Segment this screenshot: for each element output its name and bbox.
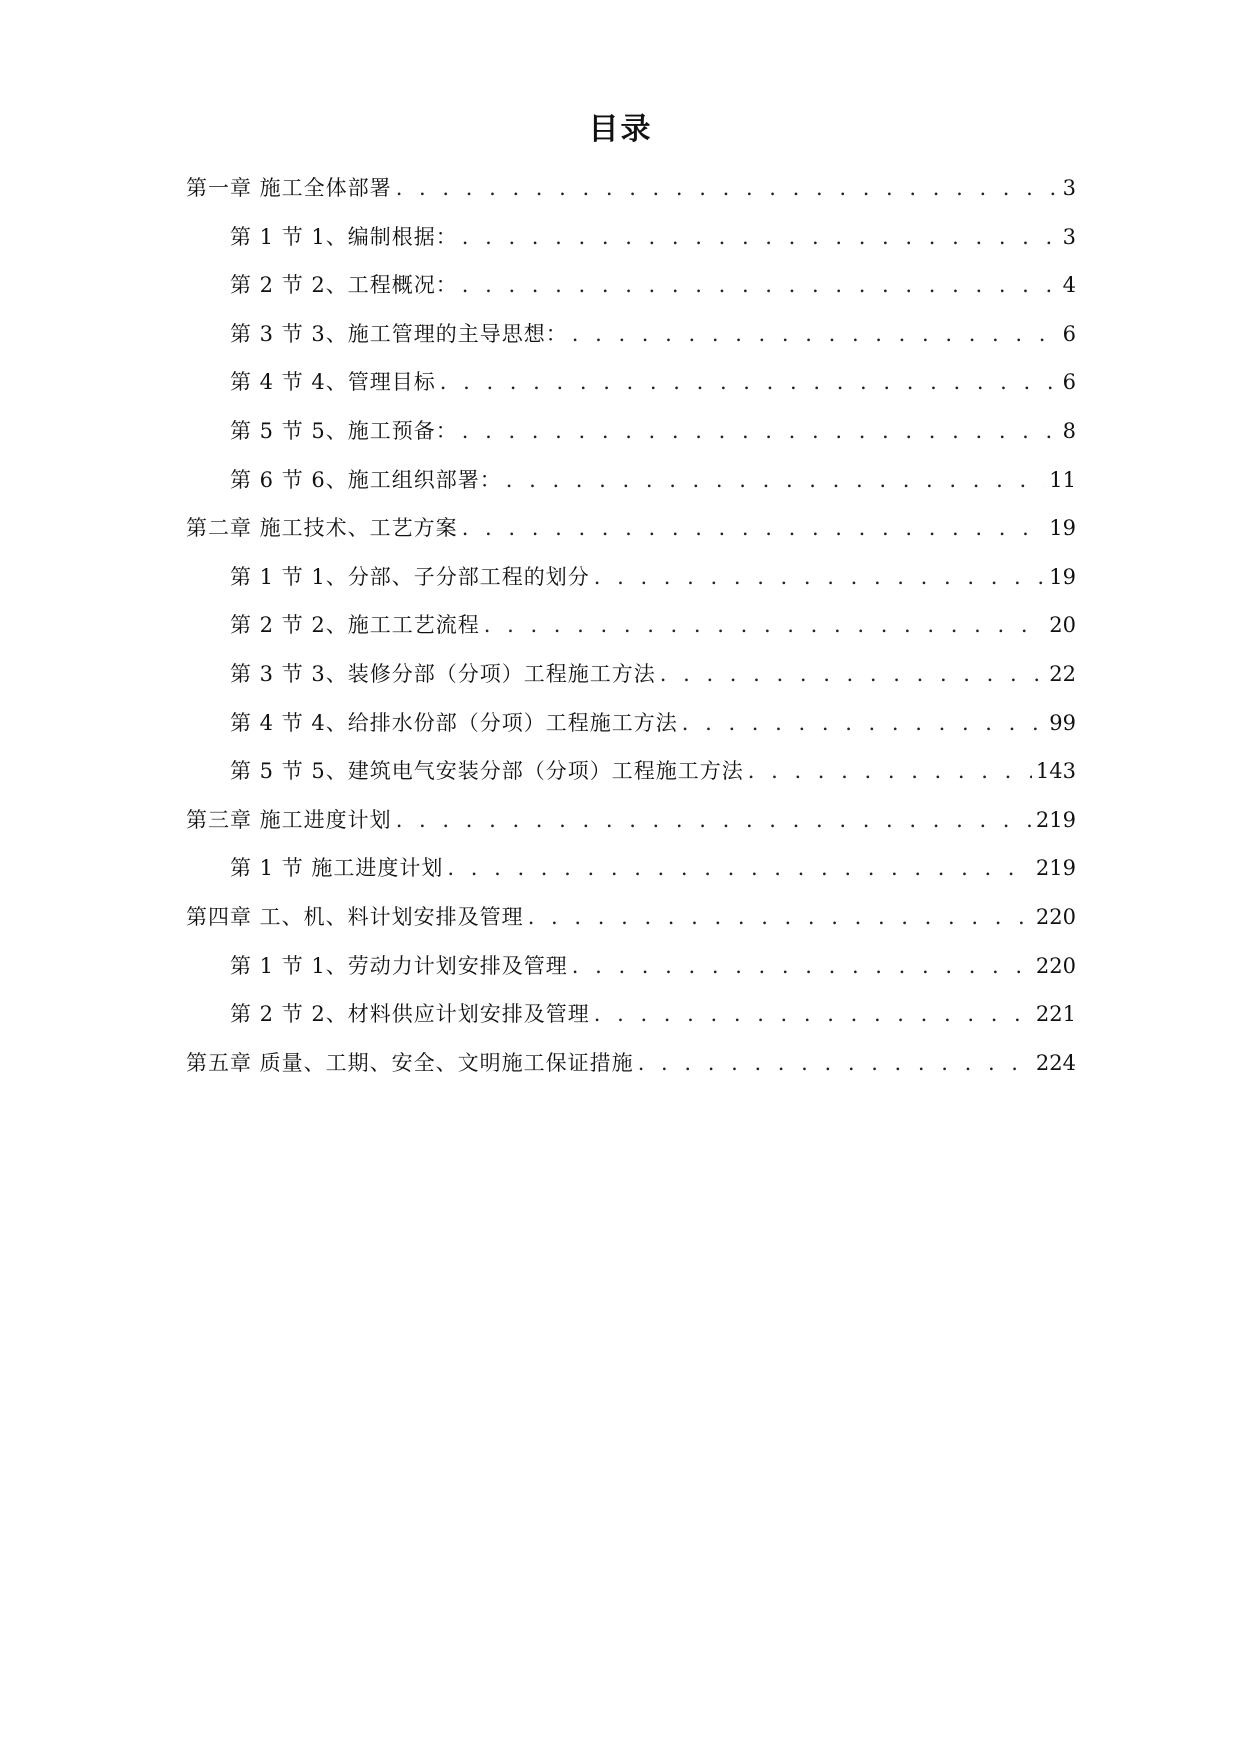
toc-section-entry[interactable]	[186, 942, 1076, 991]
toc-chapter-entry[interactable]	[186, 893, 1076, 942]
toc-page-number: 219	[1035, 807, 1076, 832]
toc-page-number: 219	[1035, 856, 1076, 881]
toc-page-number: 3	[1062, 224, 1076, 249]
toc-page-number: 4	[1062, 273, 1076, 298]
toc-page-number: 6	[1062, 321, 1076, 346]
toc-section-entry[interactable]	[186, 456, 1076, 505]
toc-dot-leader	[484, 601, 1046, 650]
toc-entry-title: 第 1 节 1、分部、子分部工程的划分	[230, 564, 590, 589]
toc-entry-title: 第 1 节 1、编制根据：	[230, 224, 458, 249]
toc-entry-title: 第 5 节 5、建筑电气安装分部（分项）工程施工方法	[230, 759, 744, 784]
toc-dot-leader	[660, 650, 1046, 699]
toc-dot-leader	[506, 456, 1046, 505]
toc-page-number: 22	[1049, 661, 1076, 686]
toc-title: 目录	[588, 112, 653, 147]
toc-section-entry[interactable]	[186, 844, 1076, 893]
toc-entry-title: 第 2 节 2、工程概况：	[230, 273, 458, 298]
toc-page-number: 11	[1049, 467, 1076, 492]
toc-section-entry[interactable]	[186, 650, 1076, 699]
toc-entry-title: 第 3 节 3、装修分部（分项）工程施工方法	[230, 661, 656, 686]
toc-entry-title: 第一章 施工全体部署	[186, 176, 392, 200]
toc-entry-title: 第 2 节 2、材料供应计划安排及管理	[230, 1002, 590, 1027]
toc-section-entry[interactable]	[186, 407, 1076, 456]
toc-page-number: 224	[1035, 1050, 1076, 1075]
toc-entry-title: 第 1 节 1、劳动力计划安排及管理	[230, 953, 568, 978]
toc-dot-leader	[462, 213, 1059, 262]
toc-chapter-entry[interactable]	[186, 1039, 1076, 1088]
toc-dot-leader	[462, 504, 1046, 553]
toc-entry-title: 第 6 节 6、施工组织部署：	[230, 467, 502, 492]
toc-section-entry[interactable]	[186, 358, 1076, 407]
toc-entry-title: 第 3 节 3、施工管理的主导思想：	[230, 321, 568, 346]
toc-page-number: 3	[1062, 176, 1076, 200]
toc-page-number: 221	[1035, 1002, 1076, 1027]
toc-entry-title: 第 5 节 5、施工预备：	[230, 418, 458, 443]
toc-dot-leader	[462, 261, 1059, 310]
toc-dot-leader	[462, 407, 1059, 456]
toc-entry-title: 第三章 施工进度计划	[186, 807, 392, 832]
toc-entry-title: 第四章 工、机、料计划安排及管理	[186, 904, 524, 929]
toc-page-number: 220	[1035, 953, 1076, 978]
toc-chapter-entry[interactable]	[186, 164, 1076, 213]
toc-page-number: 143	[1035, 759, 1076, 784]
toc-dot-leader	[396, 164, 1059, 213]
toc-entry-title: 第五章 质量、工期、安全、文明施工保证措施	[186, 1050, 634, 1075]
toc-section-entry[interactable]	[186, 553, 1076, 602]
toc-page-number: 6	[1062, 370, 1076, 395]
toc-dot-leader	[528, 893, 1032, 942]
toc-entry-title: 第 4 节 4、给排水份部（分项）工程施工方法	[230, 710, 678, 735]
toc-page-number: 20	[1049, 613, 1076, 638]
toc-dot-leader	[572, 942, 1032, 991]
toc-page-number: 220	[1035, 904, 1076, 929]
toc-dot-leader	[682, 699, 1046, 748]
toc-entry-title: 第 2 节 2、施工工艺流程	[230, 613, 480, 638]
toc-dot-leader	[594, 990, 1032, 1039]
toc-chapter-entry[interactable]	[186, 504, 1076, 553]
toc-page-number: 99	[1049, 710, 1076, 735]
toc-dot-leader	[396, 796, 1032, 845]
toc-list	[186, 164, 1076, 1087]
toc-entry-title: 第二章 施工技术、工艺方案	[186, 516, 458, 541]
toc-section-entry[interactable]	[186, 310, 1076, 359]
toc-entry-title: 第 4 节 4、管理目标	[230, 370, 436, 395]
toc-dot-leader	[440, 358, 1059, 407]
toc-dot-leader	[447, 844, 1032, 893]
toc-dot-leader	[594, 553, 1046, 602]
toc-chapter-entry[interactable]	[186, 796, 1076, 845]
toc-dot-leader	[748, 747, 1032, 796]
toc-section-entry[interactable]	[186, 213, 1076, 262]
toc-page-number: 8	[1062, 418, 1076, 443]
toc-section-entry[interactable]	[186, 261, 1076, 310]
toc-dot-leader	[572, 310, 1059, 359]
toc-page-number: 19	[1049, 516, 1076, 541]
toc-section-entry[interactable]	[186, 747, 1076, 796]
toc-entry-title: 第 1 节 施工进度计划	[230, 856, 444, 881]
toc-section-entry[interactable]	[186, 699, 1076, 748]
toc-section-entry[interactable]	[186, 990, 1076, 1039]
toc-page-number: 19	[1049, 564, 1076, 589]
toc-section-entry[interactable]	[186, 601, 1076, 650]
toc-dot-leader	[638, 1039, 1032, 1088]
